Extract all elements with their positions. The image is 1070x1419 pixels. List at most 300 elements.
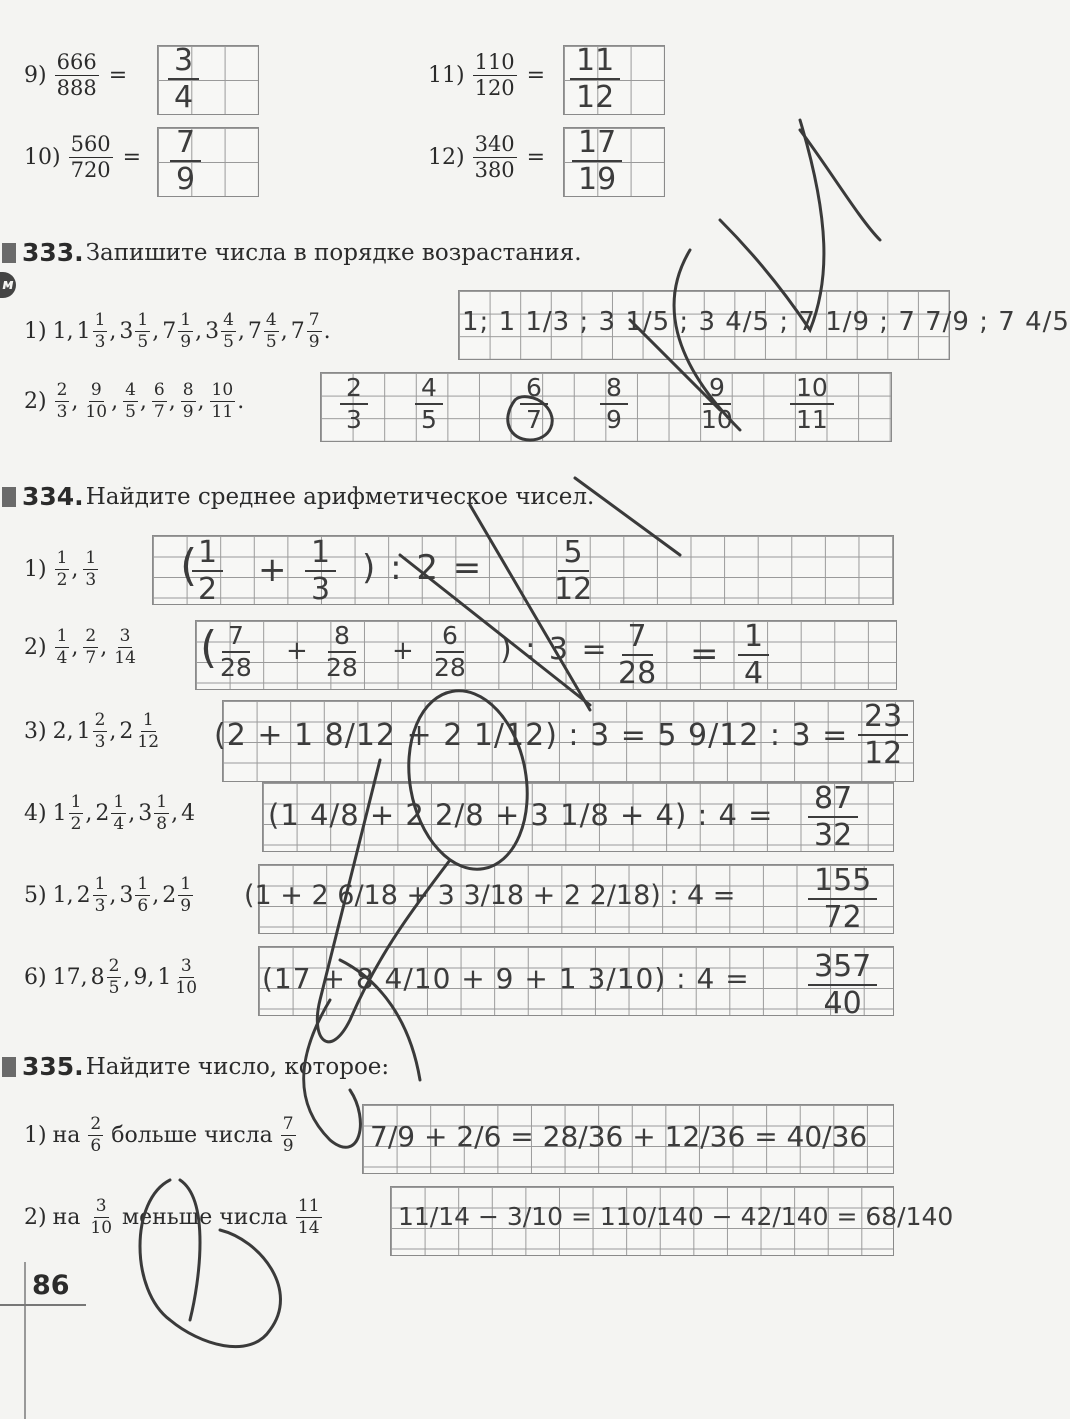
mixed-number xyxy=(53,319,67,344)
whole-part: 8 xyxy=(90,965,105,990)
fraction xyxy=(135,312,150,351)
section-title: Найдите среднее арифметическое чисел. xyxy=(85,483,595,510)
numerator: 3 xyxy=(180,956,192,976)
numerator: 1 xyxy=(137,310,149,330)
fraction xyxy=(93,712,108,751)
handwritten-answer xyxy=(572,126,622,196)
denominator: 10 xyxy=(175,978,198,998)
denominator: 5 xyxy=(265,332,277,352)
problem-label: 12) xyxy=(428,145,465,170)
numerator: 5 xyxy=(558,536,589,572)
whole-part: 1 xyxy=(52,319,67,344)
mixed-number xyxy=(248,312,281,351)
mixed-number xyxy=(181,801,195,826)
whole-part: 1 xyxy=(76,719,91,744)
task-334-3 xyxy=(24,712,163,751)
task-334-2: 2) $\frac{1}{4}$ , $\frac{2}{7}$ , $\frac{3}{14}$ xyxy=(24,626,136,668)
whole-part: 2 xyxy=(76,883,91,908)
mixed-number xyxy=(119,876,152,915)
numerator: 87 xyxy=(808,782,858,818)
numerator: 110 xyxy=(474,50,515,74)
handwritten-answer xyxy=(168,44,199,114)
handwritten-fraction xyxy=(695,374,739,433)
section-number: 333. xyxy=(22,238,84,267)
numerator: 1 xyxy=(94,310,106,330)
numerator: 1 xyxy=(85,548,97,568)
problem-12 xyxy=(428,134,553,181)
handwritten-expression: ) : 2 = xyxy=(362,548,484,588)
separator: , xyxy=(123,965,131,990)
whole-part: 2 xyxy=(162,883,177,908)
handwritten-expression: 11/14 − 3/10 = 110/140 − 42/140 = 68/140 xyxy=(398,1202,954,1231)
numerator: 6 xyxy=(153,380,165,400)
denominator: 3 xyxy=(94,732,106,752)
mixed-number xyxy=(77,312,110,351)
denominator: 9 xyxy=(180,332,192,352)
denominator: 3 xyxy=(94,332,106,352)
numerator: 2 xyxy=(85,626,97,646)
numerator: 8 xyxy=(328,622,356,653)
denominator: 9 xyxy=(308,332,320,352)
task-334-6 xyxy=(24,958,201,997)
fraction xyxy=(112,628,138,667)
number-list xyxy=(53,794,195,833)
denominator: 10 xyxy=(90,1218,113,1238)
denominator: 11 xyxy=(796,404,828,434)
equals-sign: = xyxy=(108,63,128,88)
task-label: 2) xyxy=(24,1205,47,1230)
denominator: 2 xyxy=(56,570,68,590)
denominator: 4 xyxy=(113,814,125,834)
numerator: 3 xyxy=(168,44,199,80)
numerator: 1 xyxy=(56,548,68,568)
denominator: 120 xyxy=(474,76,515,100)
handwritten-fraction xyxy=(600,374,628,433)
whole-part: 3 xyxy=(138,801,153,826)
denominator: 12 xyxy=(576,80,615,115)
numerator: 1 xyxy=(305,536,336,572)
mixed-number xyxy=(53,794,86,833)
numerator: 1 xyxy=(56,626,68,646)
fraction xyxy=(473,52,517,99)
separator: . xyxy=(323,319,331,344)
separator: , xyxy=(195,319,203,344)
numerator: 11 xyxy=(297,1196,320,1216)
denominator: 7 xyxy=(153,402,165,422)
task-label: 1) xyxy=(24,1123,47,1148)
numerator: 7 xyxy=(308,310,320,330)
denominator: 5 xyxy=(108,978,120,998)
equals-sign: = xyxy=(122,145,142,170)
section-title: Запишите числа в порядке возрастания. xyxy=(85,239,582,266)
denominator: 19 xyxy=(578,162,617,197)
fraction xyxy=(111,794,126,833)
task-label: 2) xyxy=(24,389,47,414)
task-333-1 xyxy=(24,312,334,351)
denominator: 9 xyxy=(282,1136,294,1156)
phrase: меньше числа xyxy=(122,1205,288,1230)
handwritten-fraction xyxy=(340,374,368,433)
whole-part: 1 xyxy=(157,965,172,990)
denominator: 9 xyxy=(180,896,192,916)
fraction xyxy=(123,382,138,421)
task-label: 2) xyxy=(24,635,47,660)
handwritten-answer xyxy=(570,44,620,114)
denominator: 9 xyxy=(606,404,622,434)
whole-part: 3 xyxy=(205,319,220,344)
fraction xyxy=(93,876,108,915)
problem-10 xyxy=(24,134,149,181)
denominator: 5 xyxy=(223,332,234,352)
handwritten-plus: + xyxy=(392,636,416,666)
denominator: 5 xyxy=(125,402,136,422)
denominator: 9 xyxy=(182,402,194,422)
numerator: 560 xyxy=(70,132,111,156)
number-list xyxy=(53,312,334,351)
separator: , xyxy=(85,801,93,826)
separator: , xyxy=(280,319,288,344)
handwritten-result xyxy=(612,620,662,690)
page-number-rule xyxy=(0,1304,86,1306)
denominator: 3 xyxy=(346,404,362,434)
denominator: 12 xyxy=(137,732,160,752)
numerator: 2 xyxy=(90,1114,102,1134)
numerator: 9 xyxy=(703,374,731,405)
numerator: 8 xyxy=(600,374,628,405)
mixed-number xyxy=(138,794,171,833)
separator: , xyxy=(111,389,119,414)
numerator: 1 xyxy=(113,792,125,812)
separator: , xyxy=(109,719,117,744)
separator: , xyxy=(109,319,117,344)
handwritten-fraction xyxy=(192,536,223,606)
handwritten-equals: = xyxy=(690,634,721,674)
numerator: 6 xyxy=(520,374,548,405)
handwritten-fraction xyxy=(428,622,472,681)
handwritten-result xyxy=(808,864,877,934)
mixed-number xyxy=(53,719,67,744)
fraction xyxy=(83,628,98,667)
task-label: 1) xyxy=(24,319,47,344)
denominator: 380 xyxy=(474,158,515,182)
fraction xyxy=(88,1198,114,1237)
fraction xyxy=(83,382,109,421)
task-334-4 xyxy=(24,794,195,833)
denominator: 888 xyxy=(56,76,97,100)
denominator: 12 xyxy=(554,572,593,607)
number-list xyxy=(53,876,195,915)
separator: , xyxy=(66,883,74,908)
denominator: 11 xyxy=(211,402,234,422)
numerator: 2 xyxy=(340,374,368,405)
numerator: 10 xyxy=(211,380,234,400)
denominator: 7 xyxy=(85,648,97,668)
separator: , xyxy=(71,389,79,414)
separator: , xyxy=(139,389,147,414)
fraction xyxy=(181,382,196,421)
denominator: 3 xyxy=(311,572,331,607)
mixed-number xyxy=(162,876,195,915)
handwritten-fraction xyxy=(790,374,834,433)
handwritten-result xyxy=(808,950,877,1020)
denominator: 2 xyxy=(70,814,82,834)
section-334-heading xyxy=(2,482,594,511)
fraction xyxy=(154,794,169,833)
separator: , xyxy=(80,965,88,990)
fraction xyxy=(296,1198,322,1237)
word: на xyxy=(52,1205,81,1230)
whole-part: 3 xyxy=(119,883,134,908)
denominator: 32 xyxy=(814,818,853,853)
separator: , xyxy=(168,389,176,414)
numerator: 1 xyxy=(180,310,192,330)
task-335-1 xyxy=(24,1116,298,1155)
task-label: 5) xyxy=(24,883,47,908)
numerator: 2 xyxy=(94,710,106,730)
denominator: 72 xyxy=(823,900,862,935)
numerator: 3 xyxy=(95,1196,107,1216)
problem-label: 9) xyxy=(24,63,47,88)
numerator: 4 xyxy=(223,310,234,330)
handwritten-answer: 1; 1 1/3 ; 3 1/5 ; 3 4/5 ; 7 1/9 ; 7 7/9 ; 7 4/5 xyxy=(462,307,1070,337)
handwritten-answer xyxy=(170,126,201,196)
task-334-5 xyxy=(24,876,195,915)
separator: , xyxy=(66,319,74,344)
numerator: 6 xyxy=(436,622,464,653)
fraction xyxy=(93,312,108,351)
numerator: 1 xyxy=(738,620,769,656)
fraction xyxy=(307,312,322,351)
handwritten-result xyxy=(548,536,598,606)
section-335-heading xyxy=(2,1052,389,1081)
problem-label: 10) xyxy=(24,145,61,170)
equals-sign: = xyxy=(526,145,546,170)
numerator: 17 xyxy=(572,126,622,162)
whole-part: 17 xyxy=(52,965,81,990)
fraction xyxy=(55,382,70,421)
whole-part: 1 xyxy=(52,801,67,826)
separator: , xyxy=(66,719,74,744)
task-334-1: 1) $\frac{1}{2}$ , $\frac{1}{3}$ xyxy=(24,548,97,590)
handwritten-plus: + xyxy=(258,550,289,590)
task-label: 3) xyxy=(24,719,47,744)
denominator: 5 xyxy=(421,404,437,434)
separator: , xyxy=(152,883,160,908)
denominator: 2 xyxy=(198,572,218,607)
fraction xyxy=(88,1116,103,1155)
separator: . xyxy=(237,389,245,414)
whole-part: 2 xyxy=(119,719,134,744)
denominator: 12 xyxy=(864,736,903,771)
task-label: 6) xyxy=(24,965,47,990)
mixed-number xyxy=(53,883,67,908)
fraction xyxy=(264,312,279,351)
separator: , xyxy=(197,389,205,414)
numerator: 2 xyxy=(108,956,120,976)
handwritten-fraction xyxy=(520,374,548,433)
handwritten-expression: (2 + 1 8/12 + 2 1/12) : 3 = 5 9/12 : 3 = xyxy=(214,718,849,753)
denominator: 7 xyxy=(526,404,542,434)
numerator: 155 xyxy=(808,864,877,900)
numerator: 7 xyxy=(222,622,250,653)
fraction xyxy=(55,52,99,99)
section-marker xyxy=(2,1057,16,1077)
numerator: 7 xyxy=(170,126,201,162)
section-number: 335. xyxy=(22,1052,84,1081)
fraction xyxy=(69,134,113,181)
denominator: 4 xyxy=(56,648,68,668)
mixed-number xyxy=(157,958,201,997)
whole-part: 3 xyxy=(119,319,134,344)
fraction xyxy=(473,134,517,181)
handwritten-result xyxy=(808,782,858,852)
phrase: больше числа xyxy=(111,1123,273,1148)
mixed-number xyxy=(95,794,128,833)
handwritten-expression: (17 + 8 4/10 + 9 + 1 3/10) : 4 = xyxy=(262,962,750,995)
whole-part: 7 xyxy=(247,319,262,344)
numerator: 666 xyxy=(56,50,97,74)
handwritten-fraction xyxy=(214,622,258,681)
numerator: 23 xyxy=(858,700,908,736)
number-list xyxy=(53,382,248,421)
equals-sign: = xyxy=(526,63,546,88)
numerator: 9 xyxy=(90,380,102,400)
fraction xyxy=(178,312,193,351)
section-title: Найдите число, которое: xyxy=(85,1053,390,1080)
numerator: 2 xyxy=(56,380,68,400)
m-badge-icon xyxy=(0,272,16,298)
numerator: 10 xyxy=(790,374,834,405)
handwritten-expression: (1 4/8 + 2 2/8 + 3 1/8 + 4) : 4 = xyxy=(268,798,774,832)
fraction xyxy=(210,382,236,421)
fraction xyxy=(173,958,199,997)
numerator: 11 xyxy=(570,44,620,80)
whole-part: 7 xyxy=(162,319,177,344)
fraction xyxy=(178,876,193,915)
denominator: 4 xyxy=(174,80,194,115)
denominator: 28 xyxy=(326,652,358,682)
denominator: 14 xyxy=(114,648,136,668)
denominator: 6 xyxy=(137,896,149,916)
problem-9 xyxy=(24,52,135,99)
denominator: 28 xyxy=(434,652,466,682)
numerator: 1 xyxy=(70,792,82,812)
fraction xyxy=(107,958,122,997)
denominator: 4 xyxy=(744,656,764,691)
separator: , xyxy=(152,319,160,344)
number-list xyxy=(53,958,201,997)
handwritten-expression: ) : 3 = xyxy=(500,632,609,667)
mixed-number xyxy=(291,312,324,351)
numerator: 7 xyxy=(282,1114,294,1134)
handwritten-open: ( xyxy=(180,540,200,591)
handwritten-expression: 7/9 + 2/6 = 28/36 + 12/36 = 40/36 xyxy=(370,1120,868,1153)
handwritten-expression: (1 + 2 6/18 + 3 3/18 + 2 2/18) : 4 = xyxy=(244,880,736,911)
numerator: 4 xyxy=(125,380,136,400)
whole-part: 1 xyxy=(76,319,91,344)
task-label: 1) xyxy=(24,557,47,582)
separator: , xyxy=(237,319,245,344)
numerator: 1 xyxy=(137,874,149,894)
handwritten-open: ( xyxy=(200,622,220,673)
whole-part: 9 xyxy=(133,965,148,990)
denominator: 9 xyxy=(176,162,196,197)
task-label: 4) xyxy=(24,801,47,826)
mixed-number xyxy=(119,312,152,351)
handwritten-result xyxy=(738,620,769,690)
mixed-number xyxy=(119,712,163,751)
page-number: 86 xyxy=(32,1270,70,1301)
handwritten-result xyxy=(858,700,908,770)
fraction xyxy=(135,712,161,751)
fraction xyxy=(152,382,167,421)
numerator: 1 xyxy=(180,874,192,894)
whole-part: 4 xyxy=(181,801,196,826)
handwritten-fraction xyxy=(320,622,364,681)
denominator: 14 xyxy=(297,1218,320,1238)
whole-part: 2 xyxy=(95,801,110,826)
word: на xyxy=(52,1123,81,1148)
denominator: 8 xyxy=(156,814,168,834)
denominator: 6 xyxy=(90,1136,102,1156)
mixed-number xyxy=(53,965,81,990)
numerator: 3 xyxy=(119,626,131,646)
handwritten-fraction xyxy=(415,374,443,433)
numerator: 1 xyxy=(192,536,223,572)
section-marker xyxy=(2,243,16,263)
denominator: 10 xyxy=(85,402,108,422)
handwritten-plus: + xyxy=(286,636,310,666)
icon-letter: м xyxy=(2,277,14,293)
section-333-heading xyxy=(2,238,582,267)
fraction xyxy=(221,312,236,351)
denominator: 28 xyxy=(618,656,657,691)
number-list xyxy=(53,712,163,751)
denominator: 3 xyxy=(85,570,97,590)
denominator: 28 xyxy=(220,652,252,682)
numerator: 357 xyxy=(808,950,877,986)
scribble-stroke xyxy=(800,130,880,240)
task-333-2 xyxy=(24,382,247,421)
denominator: 10 xyxy=(701,404,733,434)
denominator: 40 xyxy=(823,986,862,1021)
numerator: 1 xyxy=(156,792,168,812)
denominator: 3 xyxy=(94,896,106,916)
mixed-number xyxy=(133,965,147,990)
fraction xyxy=(135,876,150,915)
denominator: 3 xyxy=(56,402,68,422)
task-335-2 xyxy=(24,1198,324,1237)
mixed-number xyxy=(77,712,110,751)
numerator: 4 xyxy=(265,310,277,330)
denominator: 720 xyxy=(70,158,111,182)
numerator: 340 xyxy=(474,132,515,156)
fraction xyxy=(55,628,70,667)
fraction xyxy=(55,550,70,589)
mixed-number xyxy=(77,876,110,915)
separator: , xyxy=(147,965,155,990)
problem-label: 11) xyxy=(428,63,465,88)
numerator: 7 xyxy=(622,620,653,656)
section-marker xyxy=(2,487,16,507)
numerator: 8 xyxy=(182,380,194,400)
whole-part: 1 xyxy=(52,883,67,908)
separator: , xyxy=(128,801,136,826)
numerator: 1 xyxy=(94,874,106,894)
separator: , xyxy=(109,883,117,908)
whole-part: 7 xyxy=(290,319,305,344)
margin-line xyxy=(24,1262,26,1419)
